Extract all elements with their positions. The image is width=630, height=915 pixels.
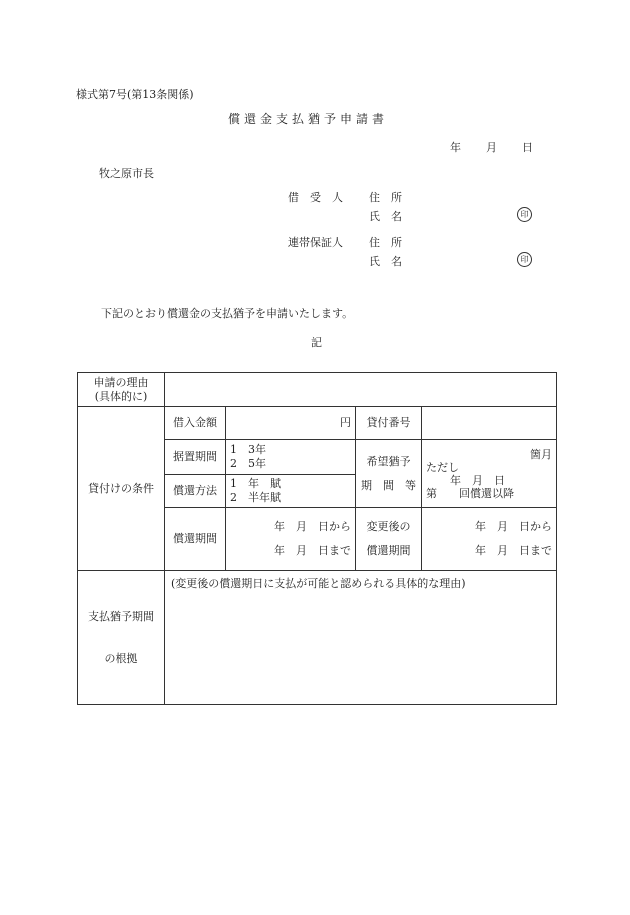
deferment-option-1[interactable]: 1 3年 [230, 443, 266, 456]
reason-label: 申請の理由 (具体的に) [78, 373, 165, 407]
method-option-1[interactable]: 1 年 賦 [230, 477, 281, 490]
basis-field[interactable] [165, 571, 557, 705]
date-month-label: 月 [486, 141, 497, 154]
repay-method-options [226, 475, 356, 508]
tadashi-text: ただし [426, 460, 459, 474]
guarantor-seal-icon: 印 [517, 252, 532, 267]
deferment-option-2[interactable]: 2 5年 [230, 457, 266, 470]
document-title: 償還金支払猶予申請書 [228, 112, 389, 126]
reason-field[interactable] [165, 373, 557, 407]
repay-method-label: 償還方法 [165, 475, 226, 508]
borrower-label: 借 受 人 [288, 191, 343, 204]
repay-from: 年 月 日から [274, 520, 351, 533]
changed-period-field[interactable] [422, 508, 557, 571]
desired-deferment-field[interactable] [422, 440, 557, 508]
guarantor-name-label: 氏 名 [369, 255, 402, 268]
ki-heading: 記 [311, 336, 322, 349]
yen-unit: 円 [340, 416, 351, 429]
borrower-name-label: 氏 名 [369, 210, 402, 223]
changed-period-label: 変更後の 償還期間 [356, 508, 422, 571]
changed-from: 年 月 日から [475, 520, 552, 533]
repay-period-label: 償還期間 [165, 508, 226, 571]
repay-to: 年 月 日まで [274, 544, 351, 557]
borrower-address-label: 住 所 [369, 191, 402, 204]
deferment-options [226, 440, 356, 475]
months-unit: 箇月 [530, 447, 552, 461]
date-day-label: 日 [522, 141, 533, 154]
statement-text: 下記のとおり償還金の支払猶予を申請いたします。 [101, 307, 354, 320]
desired-deferment-label: 希望猶予 期 間 等 [356, 440, 422, 508]
guarantor-label: 連帯保証人 [288, 236, 343, 249]
changed-to: 年 月 日まで [475, 544, 552, 557]
basis-note: (変更後の償還期日に支払が可能と認められる具体的な理由) [171, 577, 466, 590]
borrower-seal-icon: 印 [517, 207, 532, 222]
deferment-period-label: 据置期間 [165, 440, 226, 475]
conditions-label: 貸付けの条件 [78, 407, 165, 571]
date-year-label: 年 [450, 141, 461, 154]
repay-period-field[interactable] [226, 508, 356, 571]
loan-number-field[interactable] [422, 407, 557, 440]
loan-amount-field[interactable] [226, 407, 356, 440]
desired-date: 年 月 日 [450, 473, 505, 487]
installment-text: 第 回償還以降 [426, 486, 514, 500]
method-option-2[interactable]: 2 半年賦 [230, 491, 281, 504]
basis-label: 支払猶予期間 の根拠 [78, 571, 165, 705]
loan-number-label: 貸付番号 [356, 407, 422, 440]
form-number: 様式第7号(第13条関係) [76, 88, 194, 101]
loan-amount-label: 借入金額 [165, 407, 226, 440]
guarantor-address-label: 住 所 [369, 236, 402, 249]
application-table [77, 372, 557, 705]
addressee: 牧之原市長 [99, 167, 154, 180]
